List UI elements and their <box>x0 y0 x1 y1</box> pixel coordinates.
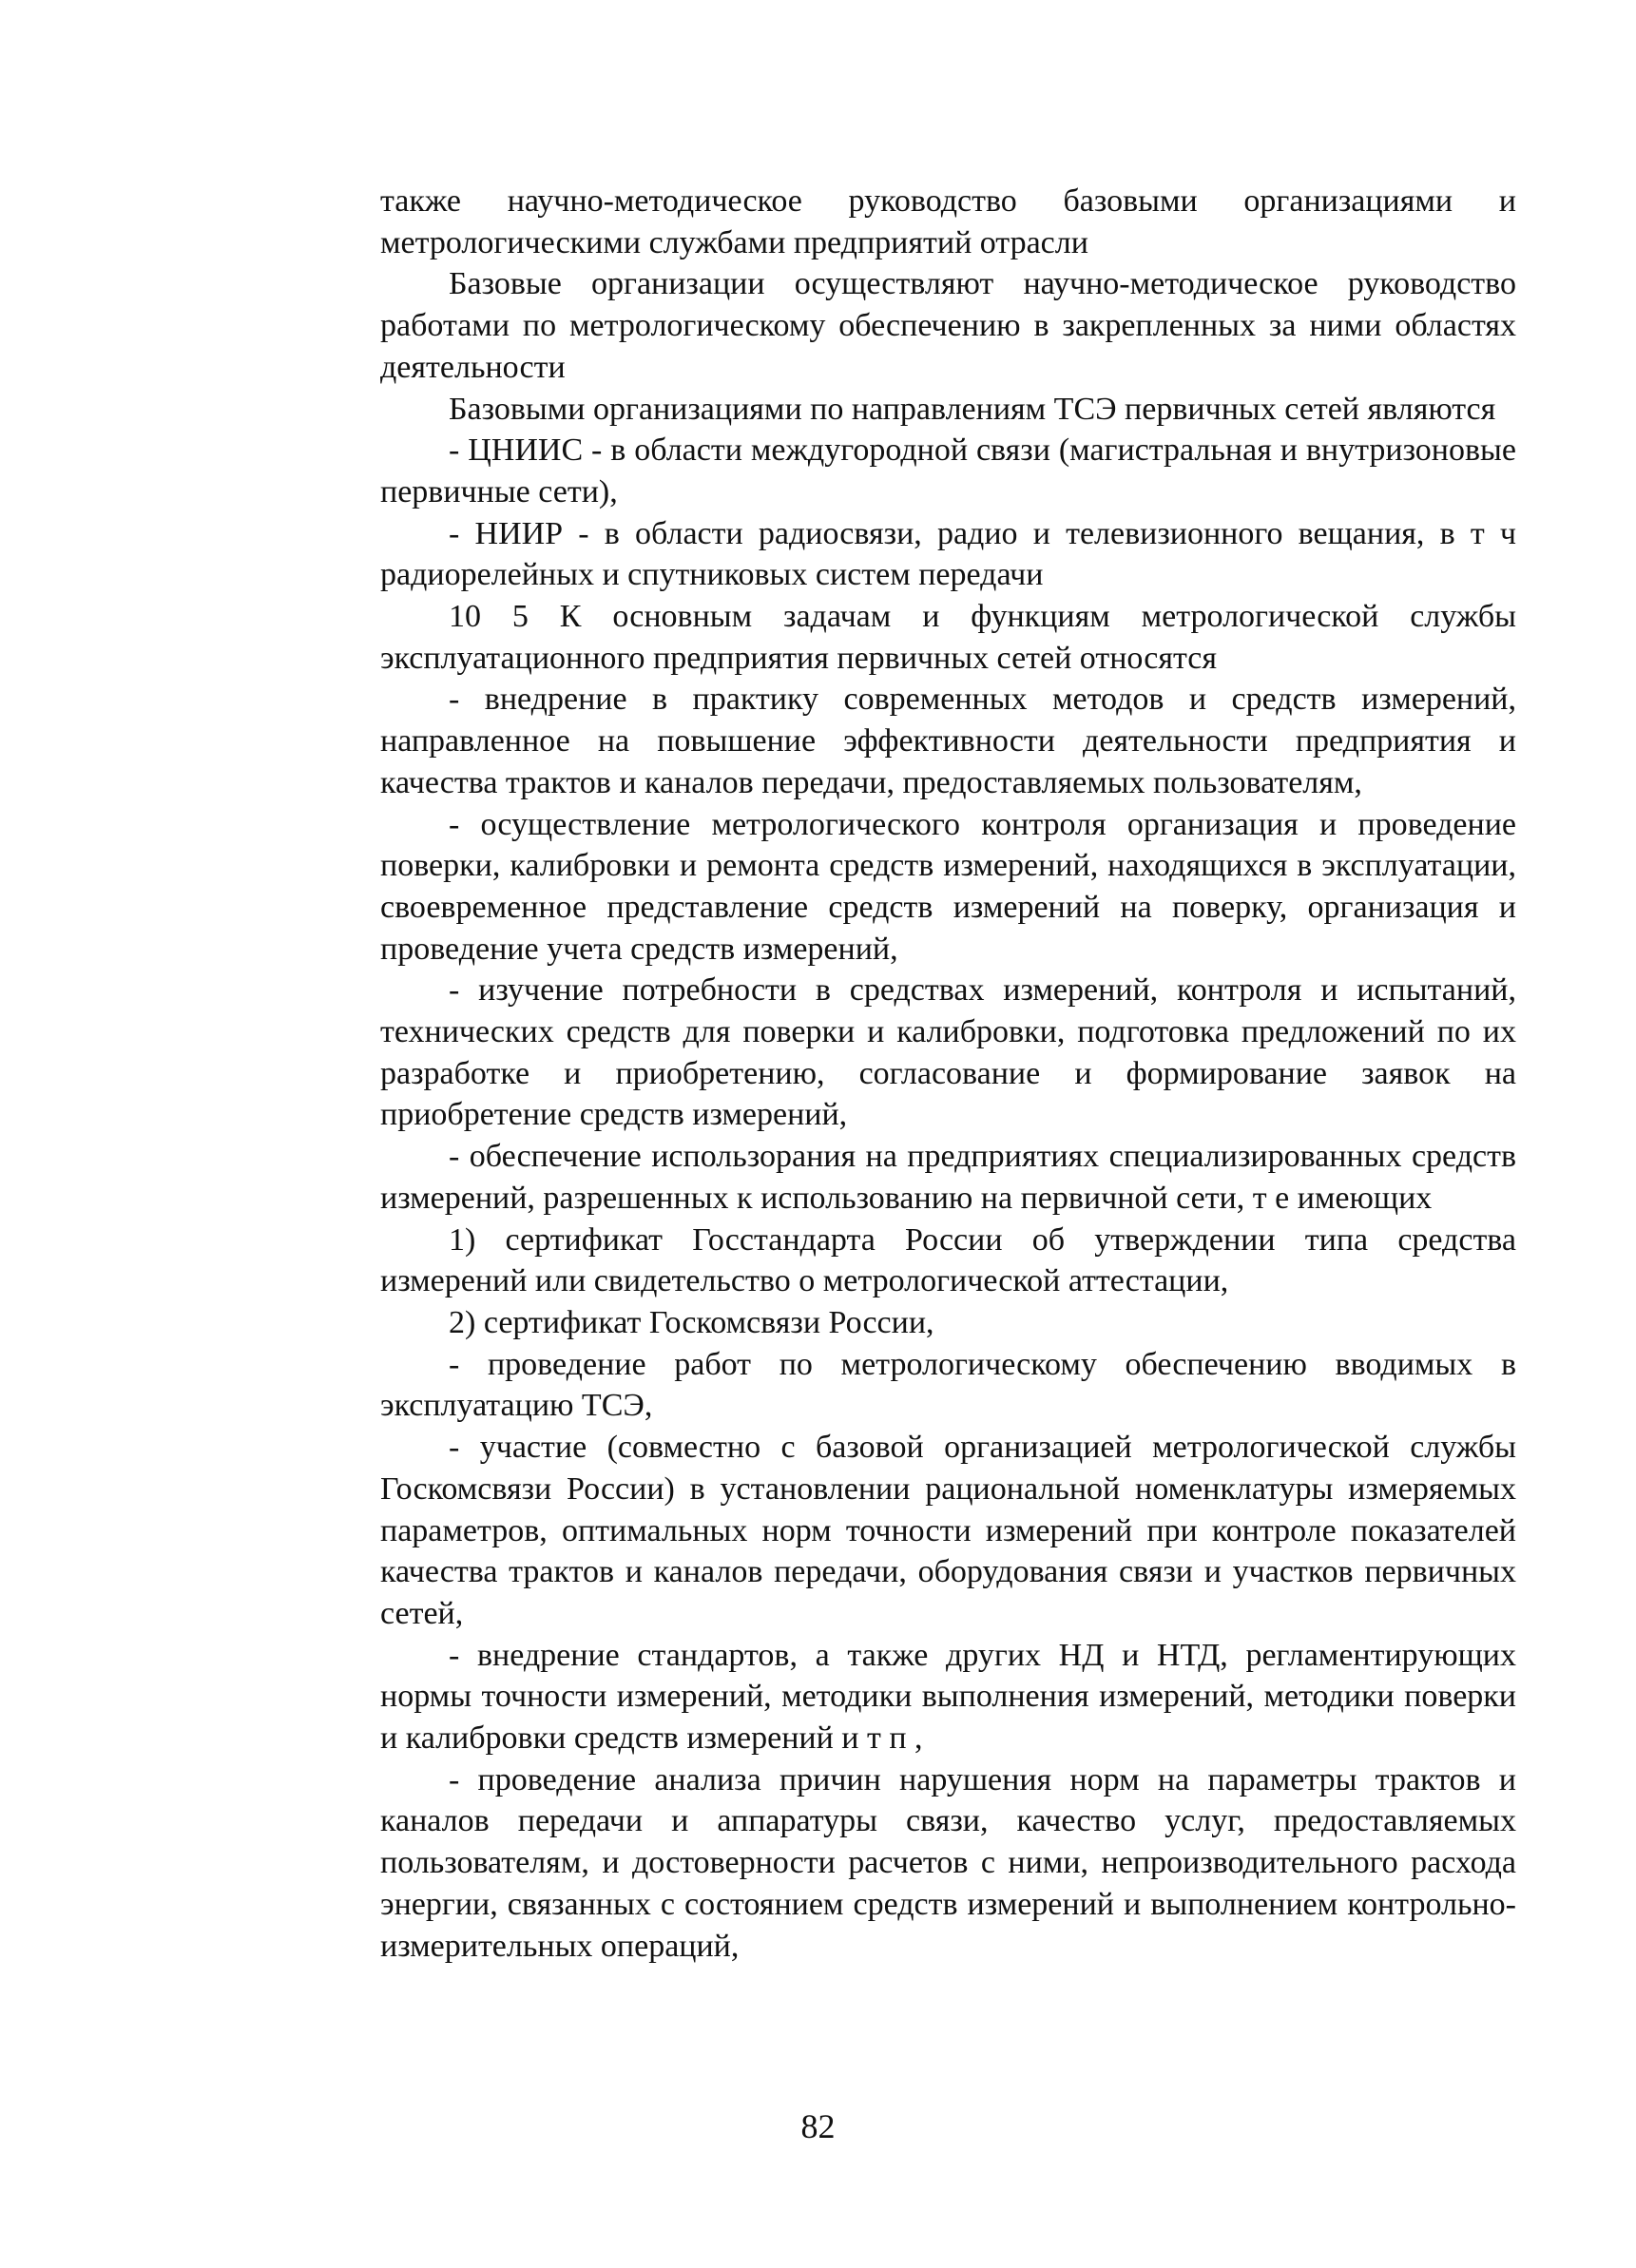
paragraph-16: - проведение анализа причин нарушения норм на параметры трактов и каналов передачи и аппаратуры связи, качество услуг, предоставляемых пользователям, и достоверности расчетов с ними, непроизводительного расхода энергии, связанных с состоянием средств измерений и выполнением контрольно-измерительных операций, <box>380 1761 1516 1964</box>
paragraph-11: 1) сертификат Госстандарта России об утверждении типа средства измерений или свидетельство о метрологической аттестации, <box>380 1221 1516 1299</box>
paragraph-1: также научно-методическое руководство базовыми организациями и метрологическими службами предприятий отрасли <box>380 183 1516 260</box>
paragraph-7: - внедрение в практику современных методов и средств измерений, направленное на повышение эффективности деятельности предприятия и качества трактов и каналов передачи, предоставляемых пользователям, <box>380 682 1516 800</box>
paragraph-9: - изучение потребности в средствах измерений, контроля и испытаний, технических средств для поверки и калибровки, подготовка предложений по их разработке и приобретению, согласование и формирование заявок на приобретение средств измерений, <box>380 972 1516 1133</box>
paragraph-14: - участие (совместно с базовой организацией метрологической службы Госкомсвязи России) в установлении рациональной номенклатуры измеряемых параметров, оптимальных норм точности измерений при контроле показателей качества трактов и каналов передачи, оборудования связи и участков первичных сетей, <box>380 1430 1516 1631</box>
paragraph-6: 10 5 К основным задачам и функциям метрологической службы эксплуатационного предприятия первичных сетей относятся <box>380 599 1516 676</box>
paragraph-8: - осуществление метрологического контроля организация и проведение поверки, калибровки и ремонта средств измерений, находящихся в эксплуатации, своевременное представление средств измерений на поверку, организация и проведение учета средств измерений, <box>380 806 1516 967</box>
paragraph-10: - обеспечение использорания на предприятиях специализированных средств измерений, разрешенных к использованию на первичной сети, т е имеющих <box>380 1139 1516 1216</box>
body-text <box>380 181 1516 1967</box>
paragraph-15: - внедрение стандартов, а также других НД и НТД, регламентирующих нормы точности измерений, методики выполнения измерений, методики поверки и калибровки средств измерений и т п , <box>380 1637 1516 1757</box>
page-number: 82 <box>800 2107 836 2145</box>
paragraph-2: Базовые организации осуществляют научно-методическое руководство работами по метрологическому обеспечению в закрепленных за ними областях деятельности <box>380 266 1516 385</box>
paragraph-12: 2) сертификат Госкомсвязи России, <box>449 1304 934 1340</box>
paragraph-13: - проведение работ по метрологическому обеспечению вводимых в эксплуатацию ТСЭ, <box>380 1346 1516 1424</box>
paragraph-3: Базовыми организациями по направлениям ТСЭ первичных сетей являются <box>449 391 1496 427</box>
paragraph-4: - ЦНИИС - в области междугородной связи (магистральная и внутризоновые первичные сети), <box>380 432 1516 509</box>
paragraph-5: - НИИР - в области радиосвязи, радио и телевизионного вещания, в т ч радиорелейных и спутниковых систем передачи <box>380 515 1516 593</box>
